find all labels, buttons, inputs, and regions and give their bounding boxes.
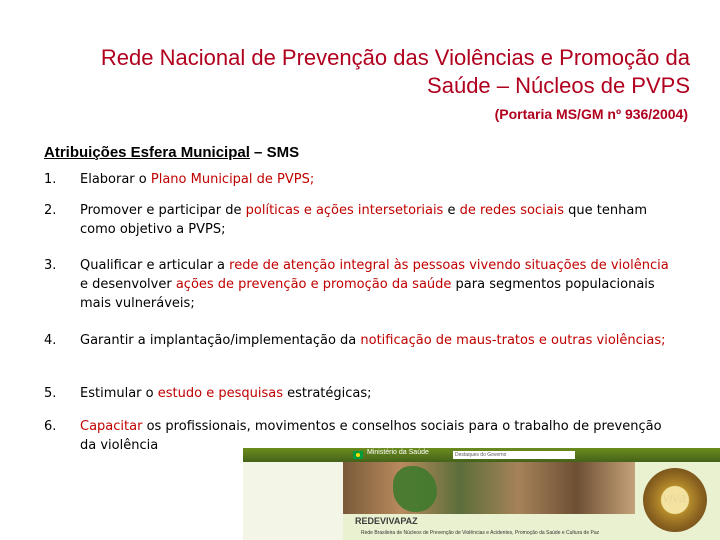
item-text: [80, 384, 680, 403]
section-heading: [44, 144, 299, 161]
item-text-highlight: ações de prevenção e promoção da saúde: [175, 277, 452, 292]
item-text-plain: Promover e participar de: [80, 203, 246, 218]
slide-title-line-2: Saúde – Núcleos de PVPS: [427, 73, 690, 98]
item-number: 2.: [44, 203, 57, 218]
item-text: [80, 331, 680, 350]
item-number: 5.: [44, 386, 57, 401]
banner-ministerio-label: Ministério da Saúde: [367, 449, 429, 456]
item-text: [80, 256, 680, 313]
item-text: [80, 201, 680, 239]
slide-title: [0, 44, 690, 100]
redevivapaz-website-screenshot: [243, 448, 720, 540]
banner-site-name: REDEVIVAPAZ: [355, 516, 418, 526]
brazil-flag-icon: [353, 451, 363, 459]
portaria-reference: (Portaria MS/GM nº 936/2004): [494, 106, 688, 122]
item-text-plain: Elaborar o: [80, 172, 151, 187]
banner-photo-strip: [343, 462, 635, 514]
item-text-highlight: rede de atenção integral às pessoas vivendo situações de violência: [229, 258, 669, 273]
item-text-plain: estratégicas;: [282, 386, 372, 401]
item-text-plain: e: [443, 203, 460, 218]
section-heading-suffix: – SMS: [249, 144, 300, 161]
viva-logo-icon: [643, 468, 707, 532]
item-text-plain: para segmentos populacionais mais vulneráveis;: [80, 277, 655, 311]
item-text-plain: que tenham como objetivo a PVPS;: [80, 203, 648, 237]
item-text-plain: e desenvolver: [80, 277, 176, 292]
banner-left-panel: [243, 462, 343, 540]
item-text-plain: Estimular o: [80, 386, 158, 401]
item-text-plain: Qualificar e articular a: [80, 258, 230, 273]
banner-subtitle: Rede Brasileira de Núcleos de Prevenção de Violências e Acidentes, Promoção da Saúde e Cultura de Paz: [361, 530, 600, 536]
item-text-plain: Garantir a implantação/implementação da: [80, 333, 361, 348]
item-text-highlight: estudo e pesquisas: [157, 386, 283, 401]
item-number: 4.: [44, 333, 57, 348]
item-text-highlight: políticas e ações intersetoriais: [245, 203, 444, 218]
slide-title-line-1: Rede Nacional de Prevenção das Violências e Promoção da: [100, 45, 690, 70]
item-number: 3.: [44, 258, 57, 273]
item-number: 6.: [44, 419, 57, 434]
item-number: 1.: [44, 172, 57, 187]
viva-logo-text: viva: [663, 490, 687, 505]
item-text: [80, 170, 680, 189]
item-text-highlight: Capacitar: [80, 419, 143, 434]
item-text-plain: os profissionais, movimentos e conselhos sociais para o trabalho de prevenção da violência: [80, 419, 662, 453]
banner-search-box: Destaques do Governo: [453, 451, 575, 459]
item-text-highlight: de redes sociais: [459, 203, 565, 218]
item-text-highlight: notificação de maus-tratos e outras violências;: [360, 333, 666, 348]
item-text-highlight: Plano Municipal de PVPS;: [150, 172, 315, 187]
section-heading-underlined: Atribuições Esfera Municipal: [44, 144, 250, 161]
